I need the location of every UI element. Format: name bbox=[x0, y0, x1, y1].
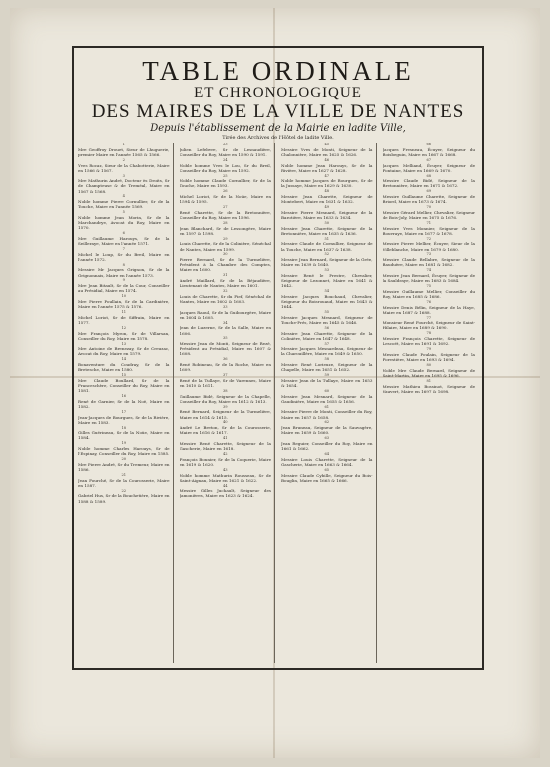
entry-number: 26 bbox=[222, 189, 228, 194]
mayor-entry bbox=[180, 337, 272, 356]
entry-number: 70 bbox=[426, 205, 432, 210]
entry-number: 21 bbox=[121, 472, 127, 477]
entry-number: 47 bbox=[324, 173, 330, 178]
entry-number: 81 bbox=[426, 378, 432, 383]
entry-text: René Charette, Sr de la Bretonnière, Conseiller du Roy, Maire en 1596. bbox=[179, 209, 271, 221]
entry-text: Gilles Guérineau, Sr de la Noüe, Maire en 1584. bbox=[78, 430, 170, 441]
entry-text: Julien Lefebvre, Sr de Lesnaudière, Conseiller du Roy, Maire en 1590 & 1591. bbox=[179, 146, 271, 157]
entry-number: 4 bbox=[122, 194, 125, 199]
entry-number: 25 bbox=[222, 173, 228, 178]
mayor-entry bbox=[281, 269, 373, 288]
entry-text: Messire Jean Bernard, Écuyer, Seigneur de la Sauldraye, Maire en 1683 & 1684. bbox=[382, 273, 475, 284]
entry-text: Mre Guillaume Harouys, Sr de la Seilleraye, Maire en l'année 1571. bbox=[78, 235, 170, 246]
entry-number: 13 bbox=[121, 341, 127, 346]
entry-text: Jean Fourché, Sr de la Courosserie, Maire en 1587. bbox=[78, 477, 170, 488]
entry-text: Messire Claude Cybille, Seigneur du Bois-Bouglin, Maire en 1665 & 1666. bbox=[281, 472, 373, 483]
entry-number: 36 bbox=[222, 357, 228, 362]
entry-text: Jacques Fresneau, Écuyer, Seigneur du Boisbeguin, Maire en 1667 & 1668. bbox=[382, 146, 475, 157]
entry-text: Monsieur René Fourché, Seigneur de Saint-Hilaire, Maire en 1689 & 1690. bbox=[382, 320, 475, 331]
entry-text: Jean-Jacques de Bourgues, Sr de la Rivière, Maire en 1583. bbox=[78, 414, 170, 425]
mayor-entry bbox=[78, 279, 170, 293]
entry-text: Messire Yves de Monti, Seigneur de la Chalonnière, Maire en 1625 & 1626. bbox=[281, 146, 373, 157]
mayor-entry bbox=[78, 442, 170, 456]
mayor-entry bbox=[383, 332, 476, 346]
entry-number: 41 bbox=[222, 436, 228, 441]
entry-text: Yves Rocaz, Sieur de la Chabotterie, Maire en 1566 & 1567. bbox=[78, 162, 170, 173]
column-3 bbox=[281, 143, 377, 663]
mayor-entry bbox=[383, 269, 476, 283]
title-block bbox=[74, 56, 482, 141]
mayor-entry bbox=[383, 190, 476, 204]
entry-number: 51 bbox=[324, 236, 330, 241]
entry-number: 42 bbox=[222, 452, 228, 457]
entry-text: Messire Yves Monnier, Seigneur de la Bouvraye, Maire en 1677 & 1678. bbox=[382, 225, 475, 236]
mayor-entry bbox=[78, 195, 170, 209]
entry-text: René de Garnier, Sr de la Noë, Maire en 1582. bbox=[78, 398, 170, 409]
entry-text: Messire Jean Charette, Seigneur de la Bretonnière, Maire en 1635 & 1636. bbox=[281, 225, 373, 236]
entry-text: Messire Pierre de Monti, Conseiller du Roy, Maire en 1657 & 1658. bbox=[281, 409, 373, 420]
mayor-entry bbox=[78, 427, 170, 441]
entry-text: Jacques Melliand, Écuyer, Seigneur de Fontaine, Maire en 1669 & 1670. bbox=[382, 162, 475, 173]
entry-text: Messire Jacques Bouchaud, Chevalier, Seigneur du Boisrouaud, Maire en 1643 & 1644. bbox=[281, 293, 373, 310]
entry-number: 31 bbox=[222, 273, 228, 278]
mayor-entry bbox=[78, 411, 170, 425]
mayor-entry bbox=[78, 159, 170, 173]
mayor-entry bbox=[180, 374, 272, 388]
mayor-entry bbox=[383, 301, 476, 315]
entry-number: 32 bbox=[222, 289, 228, 294]
entry-number: 54 bbox=[324, 289, 330, 294]
entry-text: Noble homme Mathurin Rousseau, Sr de Saint-Aignan, Maire en 1621 & 1622. bbox=[179, 472, 271, 483]
mayor-entry bbox=[281, 238, 373, 252]
entry-number: 23 bbox=[222, 143, 228, 146]
entry-number: 6 bbox=[122, 231, 125, 236]
entry-number: 78 bbox=[426, 331, 432, 336]
entry-text: Michel Loriot, Sr de la Noüe, Maire en 1594 & 1595. bbox=[179, 194, 271, 205]
mayor-entry bbox=[180, 290, 272, 304]
entry-text: Messire Gilles Juchault, Seigneur des Jamonières, Maire en 1623 & 1624. bbox=[179, 488, 271, 499]
mayor-entry bbox=[383, 380, 476, 394]
entry-number: 30 bbox=[222, 252, 228, 257]
entry-text: Messire René le Prestre, Chevalier, Seigneur de Lezonnet, Maire en 1641 & 1642. bbox=[281, 273, 373, 289]
entry-text: Messire Mathieu Bossinot, Seigneur de Vauvert, Maire en 1697 & 1698. bbox=[382, 383, 475, 394]
entry-text: Messire Jean Charette, Seigneur de Montebert, Maire en 1631 & 1632. bbox=[281, 194, 373, 205]
entry-number: 38 bbox=[222, 388, 228, 393]
mayor-entry bbox=[180, 238, 272, 252]
mayor-entry bbox=[281, 143, 373, 157]
mayor-entry bbox=[180, 190, 272, 204]
entry-number: 68 bbox=[426, 173, 432, 178]
entry-number: 63 bbox=[324, 436, 330, 441]
entry-number: 66 bbox=[426, 143, 432, 146]
archive-note: Tirée des Archives de l'Hôtel de ladite Ville. bbox=[222, 135, 334, 141]
entry-number: 7 bbox=[122, 246, 125, 251]
entry-number: 22 bbox=[121, 488, 127, 493]
document-subtitle-3: Depuis l'établissement de la Mairie en ladite Ville, bbox=[150, 123, 406, 134]
entry-text: René de la Tullaye, Sr de Varennes, Maire en 1610 & 1611. bbox=[179, 377, 271, 389]
entry-text: Messire Guillaume Charette, Seigneur de Briord, Maire en 1673 & 1674. bbox=[382, 194, 475, 205]
entry-text: Mre Jean Bitault, Sr de la Cour, Conseiller au Présidial, Maire en 1574. bbox=[78, 283, 170, 294]
entry-number: 48 bbox=[324, 189, 330, 194]
entry-text: Messire Denis Bélin, Seigneur de la Haye, Maire en 1687 & 1688. bbox=[382, 304, 475, 315]
mayor-entry bbox=[281, 311, 373, 325]
mayor-entry bbox=[78, 175, 170, 194]
column-1 bbox=[78, 143, 174, 663]
entry-text: Jean Blanchard, Sr de Lessongère, Maire en 1597 & 1598. bbox=[179, 225, 271, 236]
mayor-entry bbox=[78, 490, 170, 504]
mayor-entry bbox=[180, 358, 272, 372]
entry-number: 52 bbox=[324, 252, 330, 257]
document-subtitle-1: ET CHRONOLOGIQUE bbox=[194, 85, 362, 101]
mayor-entry bbox=[281, 190, 373, 204]
entry-number: 18 bbox=[121, 425, 127, 430]
entry-text: Mre Mathurin André, Docteur ès Droits, Sr de Champteuse & de Treméal, Maire en 1567 & 1568. bbox=[78, 178, 170, 194]
entry-number: 58 bbox=[324, 357, 330, 362]
entry-text: Gabriel Hus, Sr de la Bouchetière, Maire en 1588 & 1589. bbox=[78, 493, 170, 504]
entry-text: Messire Jean Mesnard, Seigneur de la Gaudinière, Maire en 1655 & 1656. bbox=[281, 393, 373, 404]
entry-text: Messire Pierre Mellier, Écuyer, Sieur de la Villeblanche, Maire en 1679 & 1680. bbox=[382, 241, 475, 252]
entry-number: 2 bbox=[122, 157, 125, 162]
entry-text: Noble homme Jean Morin, Sr de la Marchandrye, Avocat du Roy, Maire en 1570. bbox=[78, 215, 170, 231]
mayor-entry bbox=[180, 253, 272, 272]
mayor-entry bbox=[180, 406, 272, 420]
entry-number: 55 bbox=[324, 310, 330, 314]
entry-text: Mre Pierre Poullain, Sr de la Cardinière, Maire en l'année 1575 & 1576. bbox=[78, 299, 170, 310]
entry-text: Noble homme Jacques de Bourgues, Sr de la Jussaye, Maire en 1629 & 1630. bbox=[281, 178, 373, 189]
mayor-entry bbox=[383, 317, 476, 331]
entry-text: Jean de Luzerne, Sr de la Salle, Maire en 1606. bbox=[179, 325, 271, 336]
entry-number: 33 bbox=[222, 304, 228, 309]
mayor-entry bbox=[281, 175, 373, 189]
mayor-entry bbox=[78, 343, 170, 357]
mayor-entry bbox=[383, 206, 476, 220]
entry-number: 57 bbox=[324, 341, 330, 346]
entry-number: 9 bbox=[122, 278, 125, 283]
entry-number: 59 bbox=[324, 373, 330, 378]
mayor-entry bbox=[180, 206, 272, 220]
entry-number: 39 bbox=[222, 404, 228, 409]
mayor-entry bbox=[383, 285, 476, 299]
mayor-entry bbox=[180, 421, 272, 435]
entry-text: René Bernard, Seigneur de la Turmelière, Maire en 1614 & 1615. bbox=[179, 409, 271, 420]
entry-number: 75 bbox=[426, 284, 432, 289]
mayor-entry bbox=[180, 453, 272, 467]
entry-text: Mre Claude Boullard, Sr de la Franceschère, Conseiller du Roy, Maire en 1581. bbox=[78, 377, 170, 394]
mayors-list bbox=[78, 143, 478, 663]
entry-text: Messire François Charette, Seigneur de Lescoët, Maire en 1691 & 1692. bbox=[382, 336, 475, 347]
mayor-entry bbox=[78, 295, 170, 309]
entry-text: Messire René Charette, Seigneur de la Gascherie, Maire en 1618. bbox=[179, 441, 271, 452]
mayor-entry bbox=[180, 485, 272, 499]
entry-text: Michel Loriot, Sr de Siffrain, Maire en 1577. bbox=[78, 314, 170, 325]
entry-number: 74 bbox=[426, 268, 432, 273]
entry-text: Messire Jacques Mesnardeau, Seigneur de la Charouillère, Maire en 1649 & 1650. bbox=[281, 346, 373, 357]
entry-text: Jean Reguier, Conseiller du Roy, Maire en 1661 & 1662. bbox=[281, 441, 373, 452]
column-4 bbox=[383, 143, 479, 663]
entry-text: Noble homme Charles Harouys, Sr de l'Espinay, Conseiller du Roy, Maire en 1585. bbox=[78, 446, 170, 457]
entry-number: 61 bbox=[324, 404, 330, 409]
entry-text: Messire Claude de Cornullier, Seigneur de la Touche, Maire en 1637 & 1638. bbox=[281, 241, 373, 252]
mayor-entry bbox=[281, 390, 373, 404]
entry-text: Messire Mr Jacques Grignon, Sr de la Grignonnais, Maire en l'année 1573. bbox=[78, 267, 170, 278]
entry-number: 3 bbox=[122, 173, 125, 178]
mayor-entry bbox=[281, 222, 373, 236]
mayor-entry bbox=[383, 238, 476, 252]
mayor-entry bbox=[383, 175, 476, 189]
mayor-entry bbox=[78, 458, 170, 472]
entry-number: 16 bbox=[121, 394, 127, 398]
entry-text: Louis Charette, Sr de la Colinière, Sénéchal de Nantes, Maire en 1599. bbox=[179, 241, 271, 252]
mayor-entry bbox=[383, 253, 476, 267]
document-subtitle-2: DES MAIRES DE LA VILLE DE NANTES bbox=[91, 101, 465, 122]
mayor-entry bbox=[281, 206, 373, 220]
mayor-entry bbox=[180, 274, 272, 288]
entry-number: 49 bbox=[324, 205, 330, 210]
mayor-entry bbox=[180, 390, 272, 404]
document-frame bbox=[72, 46, 484, 670]
mayor-entry bbox=[383, 348, 476, 362]
entry-text: Messire Pierre Mesnard, Seigneur de la Barotière, Maire en 1633 & 1634. bbox=[281, 209, 373, 221]
mayor-entry bbox=[78, 211, 170, 230]
entry-text: Noble homme Yves le Lou, Sr du Breil, Conseiller du Roy, Maire en 1592. bbox=[179, 162, 271, 173]
entry-text: Mre Geoffroy Drouet, Sieur de Lhuguerie, premier Maire en l'année 1565 & 1566. bbox=[78, 146, 170, 157]
mayor-entry bbox=[281, 358, 373, 372]
entry-text: Guillaume Bidé, Seigneur de la Chapelle, Conseiller du Roy, Maire en 1612 & 1613. bbox=[179, 393, 271, 404]
entry-number: 15 bbox=[121, 373, 127, 378]
mayor-entry bbox=[281, 253, 373, 267]
entry-number: 44 bbox=[222, 483, 228, 488]
mayor-entry bbox=[180, 159, 272, 173]
entry-number: 45 bbox=[324, 143, 330, 146]
entry-text: Louis de Charette, Sr du Fief, Sénéchal de Nantes, Maire en 1602 & 1603. bbox=[179, 293, 271, 305]
mayor-entry bbox=[180, 469, 272, 483]
entry-number: 35 bbox=[222, 336, 228, 341]
entry-number: 60 bbox=[324, 388, 330, 393]
entry-number: 29 bbox=[222, 236, 228, 241]
entry-text: Mre Antoine de Brenezay, Sr de Creuzac, Avocat du Roy, Maire en 1579. bbox=[78, 346, 170, 357]
entry-text: Noble homme Jean Harouys, Sr de la Rivière, Maire en 1627 & 1628. bbox=[281, 162, 373, 173]
entry-text: Messire René Lorieuze, Seigneur de la Chapelle, Maire en 1651 & 1652. bbox=[281, 362, 373, 373]
entry-number: 69 bbox=[426, 189, 432, 194]
mayor-entry bbox=[281, 406, 373, 420]
mayor-entry bbox=[78, 395, 170, 409]
entry-text: Noble Mre Claude Bernard, Seigneur de Saint-Martin, Maire en 1695 & 1696. bbox=[382, 367, 475, 378]
paper-sheet bbox=[10, 8, 540, 758]
entry-number: 80 bbox=[426, 362, 432, 367]
entry-text: Noble homme Pierre Cornullier, Sr de la Touche, Maire en l'année 1569. bbox=[78, 199, 170, 210]
entry-number: 17 bbox=[121, 409, 127, 414]
entry-text: Pierre Bernard, Sr de la Turmelière, Président à la Chambre des Comptes, Maire en 1600. bbox=[179, 257, 271, 273]
entry-text: Messire Guillaume Mellier, Conseiller du Roy, Maire en 1685 & 1686. bbox=[382, 288, 475, 299]
entry-number: 20 bbox=[121, 457, 127, 462]
entry-text: Jacques Raoul, Sr de la Guibourgère, Maire en 1604 & 1605. bbox=[179, 309, 271, 320]
entry-text: François Bonnier, Sr de la Coquerie, Maire en 1619 & 1620. bbox=[179, 456, 271, 467]
entry-number: 73 bbox=[426, 252, 432, 257]
entry-text: Noble homme Claude Cornullier, Sr de la Touche, Maire en 1593. bbox=[179, 178, 271, 189]
mayor-entry bbox=[78, 232, 170, 246]
document-title: TABLE ORDINALE bbox=[142, 56, 414, 86]
mayor-entry bbox=[383, 222, 476, 236]
entry-number: 28 bbox=[222, 220, 228, 225]
mayor-entry bbox=[78, 358, 170, 372]
entry-text: Messire Claude Bidé, Seigneur de la Bretonnière, Maire en 1671 & 1672. bbox=[382, 178, 475, 189]
entry-number: 71 bbox=[426, 220, 432, 225]
entry-number: 53 bbox=[324, 268, 330, 273]
entry-number: 8 bbox=[122, 262, 125, 267]
entry-text: Messire Jean de Monti, Seigneur de Rezé, Président au Présidial, Maire en 1607 & 1608. bbox=[179, 341, 271, 357]
entry-text: Michel le Loup, Sr du Breil, Maire en l'année 1572. bbox=[78, 251, 170, 262]
entry-text: André Le Breton, Sr de la Courosserie, Maire en 1616 & 1617. bbox=[179, 425, 271, 436]
entry-number: 76 bbox=[426, 299, 432, 304]
mayor-entry bbox=[180, 175, 272, 189]
entry-text: Messire Jacques Mesnard, Seigneur de Touche-Prés, Maire en 1645 & 1646. bbox=[281, 314, 373, 325]
entry-text: Messire Claude Poulain, Seigneur de la Forestière, Maire en 1693 & 1694. bbox=[382, 351, 475, 363]
entry-number: 65 bbox=[324, 467, 330, 472]
entry-number: 46 bbox=[324, 157, 330, 162]
column-2 bbox=[180, 143, 276, 663]
entry-text: Messire Claude Bellabre, Seigneur de la Bauduère, Maire en 1681 & 1682. bbox=[382, 257, 475, 268]
entry-number: 64 bbox=[324, 452, 330, 457]
mayor-entry bbox=[281, 327, 373, 341]
entry-number: 67 bbox=[426, 157, 432, 162]
entry-number: 27 bbox=[222, 205, 228, 210]
entry-number: 12 bbox=[121, 325, 127, 330]
entry-number: 19 bbox=[121, 441, 127, 446]
entry-number: 10 bbox=[121, 294, 127, 299]
entry-text: Bonaventure du Coudray, Sr de la Bretesche, Maire en 1580. bbox=[78, 362, 170, 373]
mayor-entry bbox=[180, 306, 272, 320]
entry-text: Messire Jean Charette, Seigneur de la Colinière, Maire en 1647 & 1648. bbox=[281, 330, 373, 341]
mayor-entry bbox=[180, 322, 272, 336]
entry-number: 56 bbox=[324, 325, 330, 330]
entry-number: 77 bbox=[426, 315, 432, 320]
entry-number: 50 bbox=[324, 220, 330, 225]
mayor-entry bbox=[180, 222, 272, 236]
mayor-entry bbox=[78, 327, 170, 341]
entry-text: Messire Gérard Mellier, Chevalier, Seigneur de Bois-Joly, Maire en 1675 & 1676. bbox=[382, 209, 475, 221]
entry-number: 5 bbox=[122, 210, 125, 215]
entry-number: 62 bbox=[324, 420, 330, 425]
entry-text: Messire Jean Bernard, Seigneur de la Grée, Maire en 1639 & 1640. bbox=[281, 257, 373, 268]
mayor-entry bbox=[281, 453, 373, 467]
mayor-entry bbox=[281, 421, 373, 435]
entry-number: 43 bbox=[222, 467, 228, 472]
entry-text: Mre François Myron, Sr de Villarsan, Conseiller du Roy, Maire en 1578. bbox=[78, 330, 170, 341]
mayor-entry bbox=[180, 437, 272, 451]
entry-number: 37 bbox=[222, 373, 228, 378]
entry-text: Mre Pierre André, Sr du Tremeur, Maire en 1586. bbox=[78, 461, 170, 473]
mayor-entry bbox=[281, 159, 373, 173]
mayor-entry bbox=[78, 374, 170, 393]
entry-text: Messire Jean de la Tullaye, Maire en 1653 & 1654. bbox=[281, 377, 373, 389]
entry-number: 79 bbox=[426, 347, 432, 352]
entry-number: 34 bbox=[222, 320, 228, 325]
entry-number: 40 bbox=[222, 420, 228, 425]
mayor-entry bbox=[78, 143, 170, 157]
entry-number: 1 bbox=[122, 143, 125, 146]
entry-number: 11 bbox=[121, 310, 127, 314]
mayor-entry bbox=[383, 143, 476, 157]
mayor-entry bbox=[78, 248, 170, 262]
entry-text: André Maillard, Sr de la Béjaudière, Lieutenant de Nantes, Maire en 1601. bbox=[179, 278, 271, 289]
entry-number: 14 bbox=[121, 357, 127, 362]
mayor-entry bbox=[281, 290, 373, 309]
mayor-entry bbox=[383, 159, 476, 173]
entry-number: 72 bbox=[426, 236, 432, 241]
mayor-entry bbox=[78, 311, 170, 325]
mayor-entry bbox=[281, 343, 373, 357]
entry-text: René Robineau, Sr de la Roche, Maire en 1609. bbox=[179, 362, 271, 373]
mayor-entry bbox=[281, 374, 373, 388]
mayor-entry bbox=[78, 264, 170, 278]
mayor-entry bbox=[180, 143, 272, 157]
mayor-entry bbox=[78, 474, 170, 488]
mayor-entry bbox=[281, 437, 373, 451]
mayor-entry bbox=[281, 469, 373, 483]
entry-number: 24 bbox=[222, 157, 228, 162]
mayor-entry bbox=[383, 364, 476, 378]
entry-text: Jean Bruneau, Seigneur de la Sauvagère, Maire en 1659 & 1660. bbox=[281, 425, 373, 436]
entry-text: Messire Louis Charette, Seigneur de la Gascherie, Maire en 1663 & 1664. bbox=[281, 456, 373, 467]
